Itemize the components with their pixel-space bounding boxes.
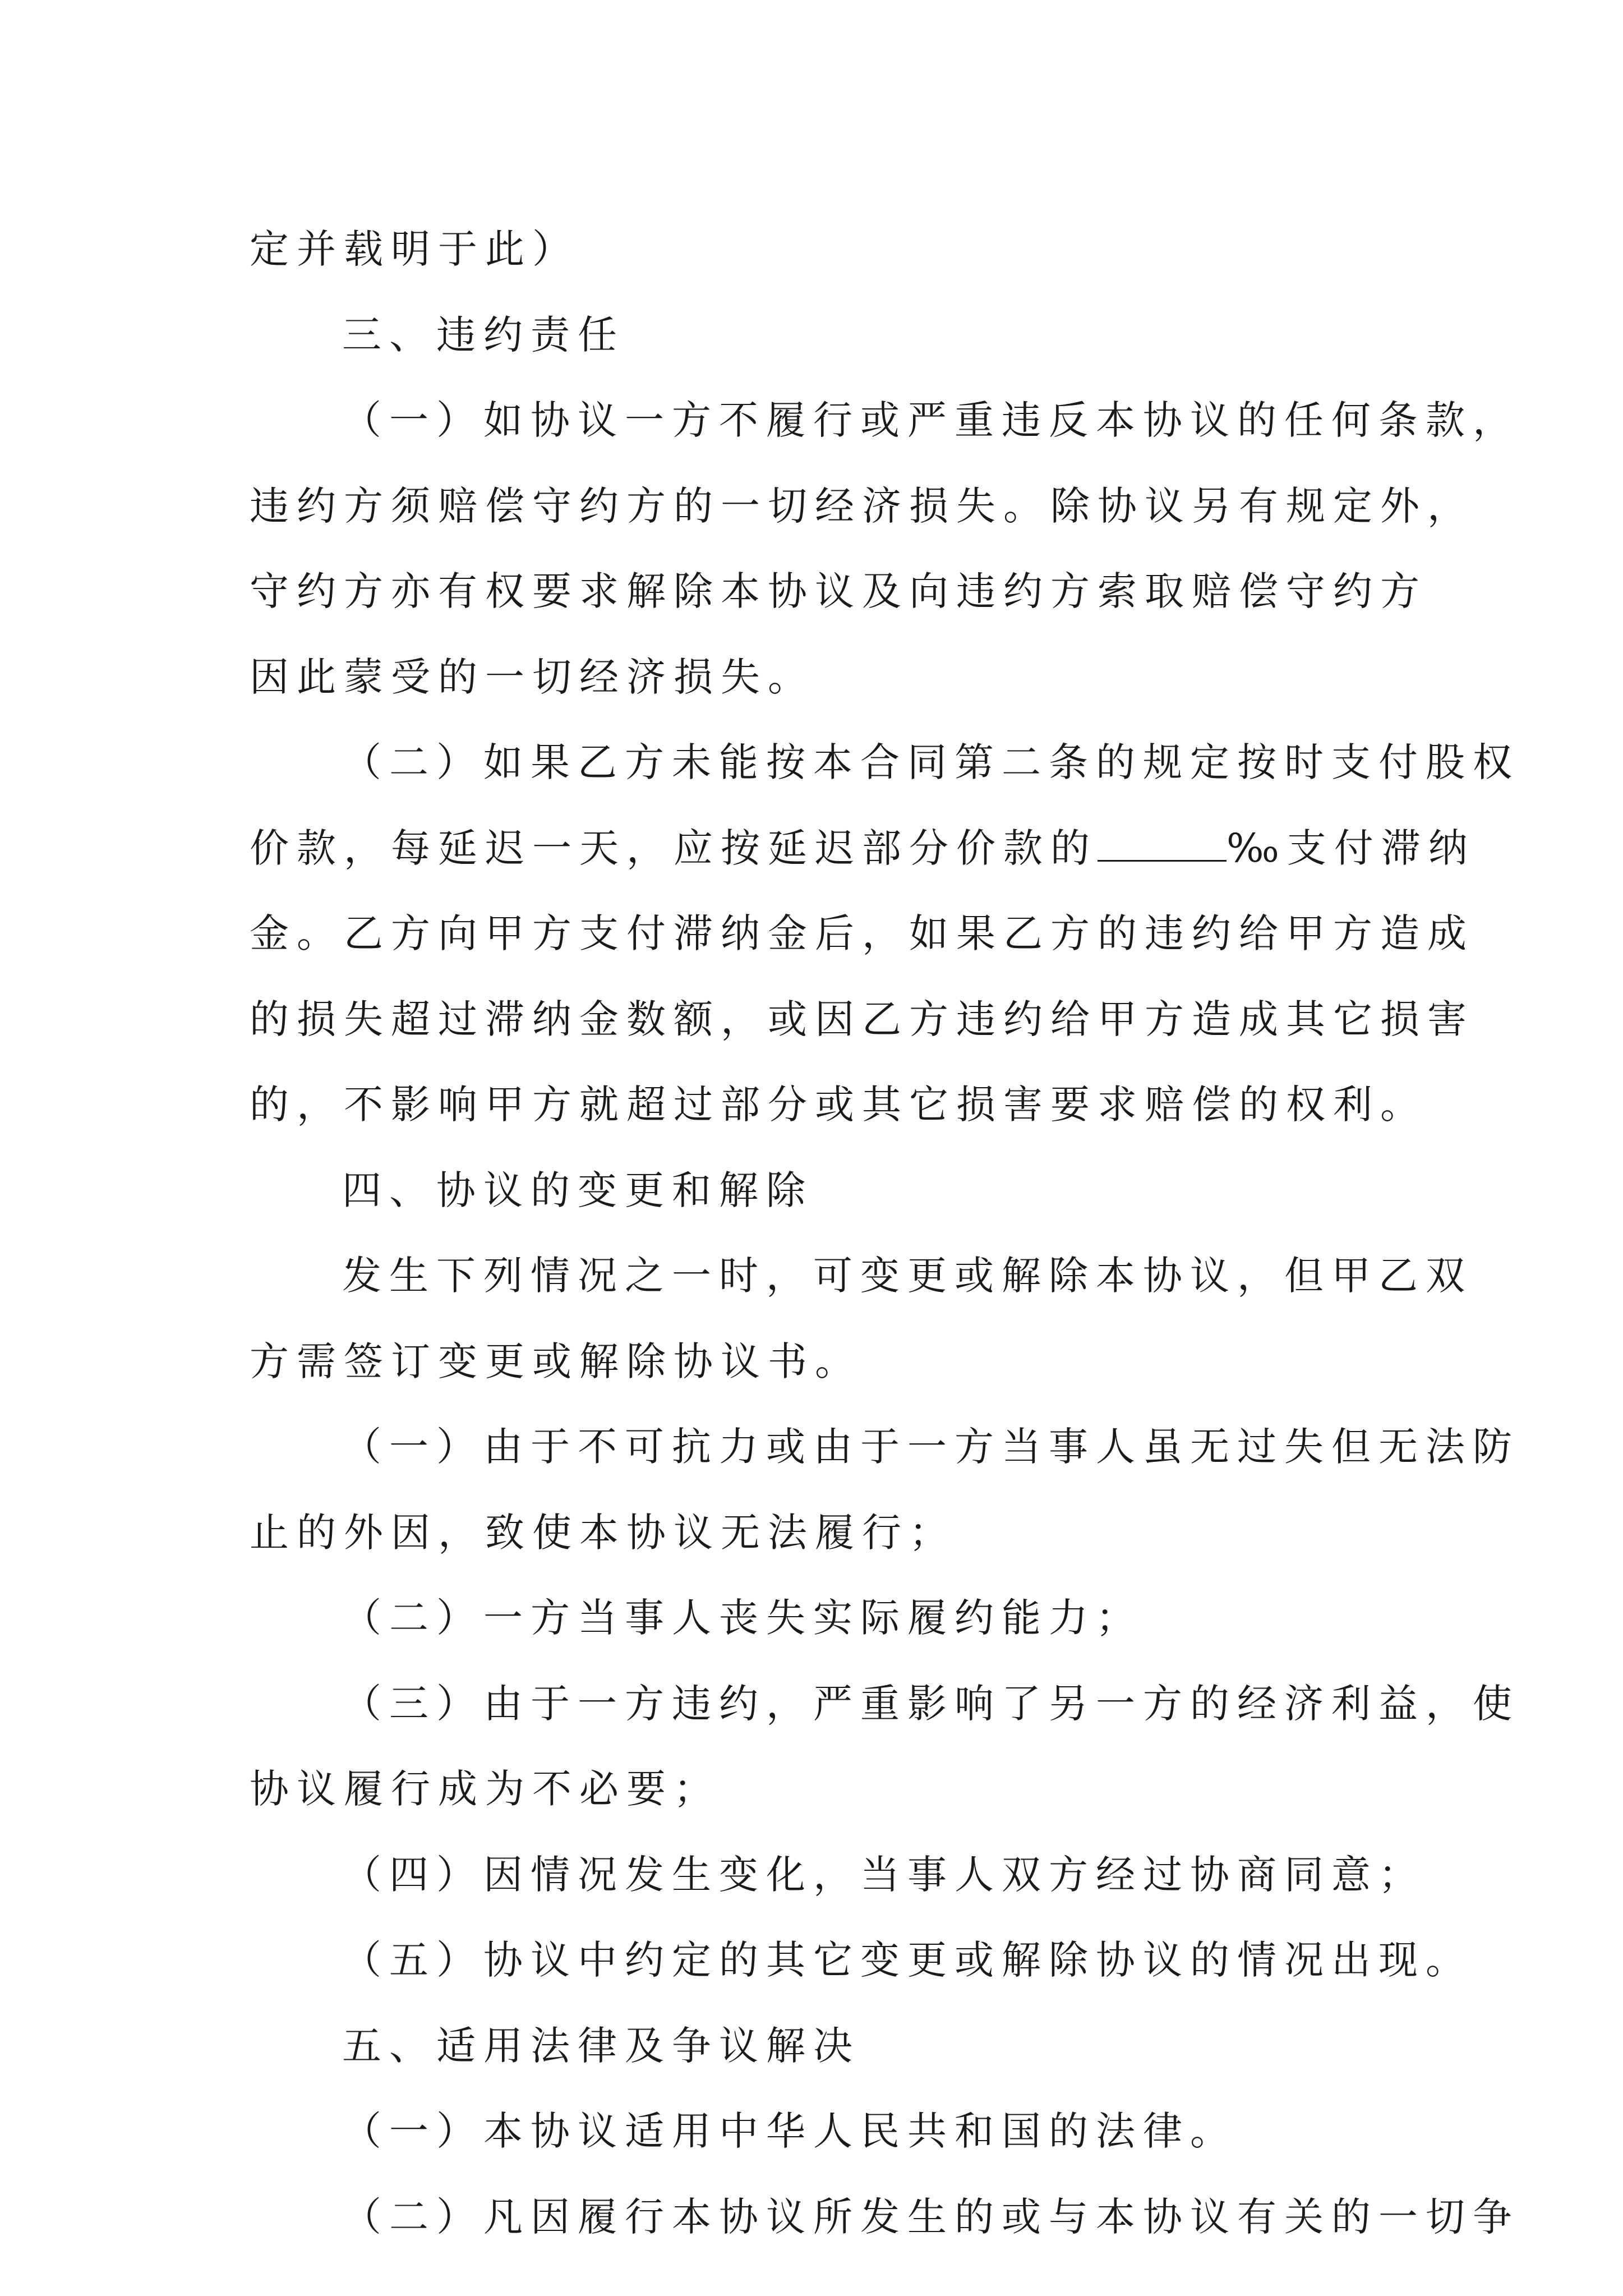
section-heading: 四、协议的变更和解除 (342, 1167, 813, 1213)
text-line: （一）由于不可抗力或由于一方当事人虽无过失但无法防 (342, 1424, 1520, 1470)
section-heading: 五、适用法律及争议解决 (342, 2022, 860, 2069)
text-line: （五）协议中约定的其它变更或解除协议的情况出现。 (342, 1937, 1473, 1983)
text-line: 止的外因，致使本协议无法履行； (250, 1509, 956, 1556)
text-line: 协议履行成为不必要； (250, 1766, 721, 1812)
text-line: （一）如协议一方不履行或严重违反本协议的任何条款， (342, 397, 1520, 443)
text-line: 的，不影响甲方就超过部分或其它损害要求赔偿的权利。 (250, 1082, 1427, 1128)
text-line: 方需签订变更或解除协议书。 (250, 1338, 862, 1384)
text-after-blank: ‰支付滞纳 (1227, 825, 1476, 871)
text-line: 守约方亦有权要求解除本协议及向违约方索取赔偿守约方 (250, 568, 1427, 614)
text-line: 违约方须赔偿守约方的一切经济损失。除协议另有规定外， (250, 482, 1474, 529)
fill-in-blank (1098, 823, 1227, 862)
document-body (250, 206, 1520, 2260)
text-line-with-blank (250, 806, 1476, 891)
text-line: （三）由于一方违约，严重影响了另一方的经济利益，使 (342, 1680, 1520, 1727)
text-line: （二）凡因履行本协议所发生的或与本协议有关的一切争 (342, 2193, 1520, 2240)
text-line: （一）本协议适用中华人民共和国的法律。 (342, 2108, 1237, 2154)
text-line: 定并载明于此） (250, 226, 579, 272)
text-line: 金。乙方向甲方支付滞纳金后，如果乙方的违约给甲方造成 (250, 910, 1474, 956)
text-line: （二）一方当事人丧失实际履约能力； (342, 1595, 1143, 1641)
text-line: （二）如果乙方未能按本合同第二条的规定按时支付股权 (342, 739, 1520, 785)
text-line: 的损失超过滞纳金数额，或因乙方违约给甲方造成其它损害 (250, 996, 1474, 1042)
text-line: 因此蒙受的一切经济损失。 (250, 654, 815, 700)
text-line: （四）因情况发生变化，当事人双方经过协商同意； (342, 1851, 1426, 1898)
section-heading: 三、违约责任 (342, 311, 625, 358)
text-before-blank: 价款，每延迟一天，应按延迟部分价款的 (250, 825, 1098, 871)
text-line: 发生下列情况之一时，可变更或解除本协议，但甲乙双 (342, 1253, 1473, 1299)
